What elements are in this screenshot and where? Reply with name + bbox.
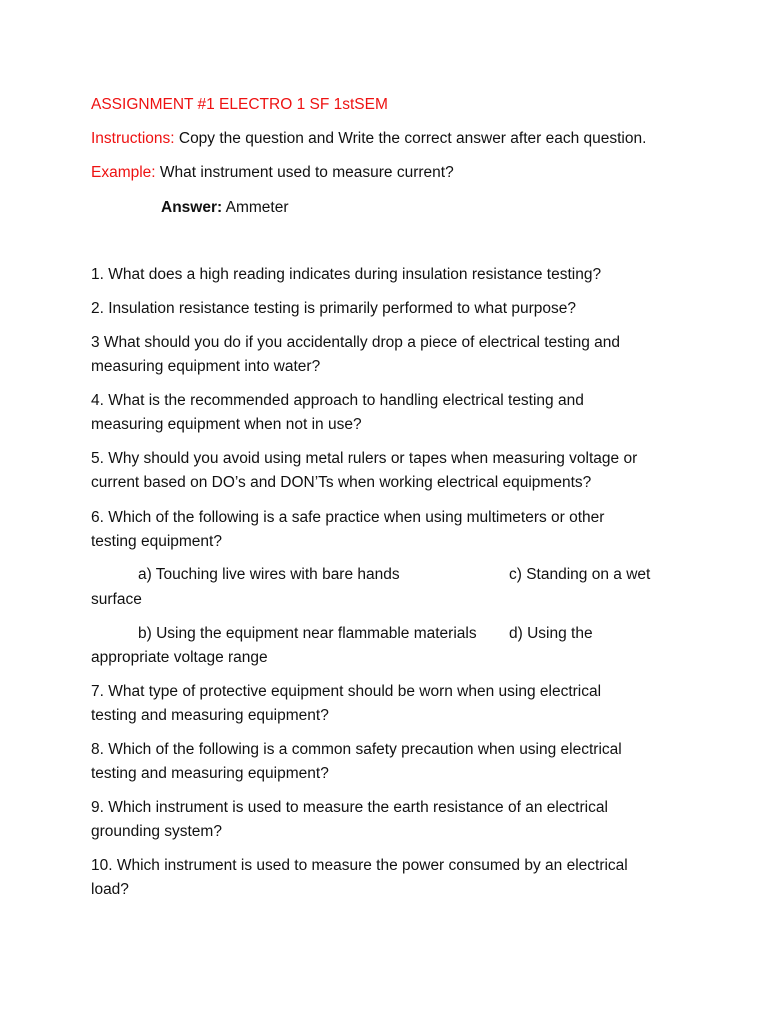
- choice-b: b) Using the equipment near flammable materials: [138, 625, 477, 642]
- question-2: 2. Insulation resistance testing is primarily performed to what purpose?: [91, 300, 577, 317]
- answer-text: Ammeter: [222, 199, 289, 216]
- question-line: measuring equipment into water?: [91, 358, 321, 375]
- example-label: Example:: [91, 164, 156, 181]
- question-line: 8. Which of the following is a common safety precaution when using electrical: [91, 741, 622, 758]
- choice-a: a) Touching live wires with bare hands: [138, 566, 400, 583]
- question-line: measuring equipment when not in use?: [91, 416, 362, 433]
- question-9: [91, 796, 691, 844]
- question-line: testing equipment?: [91, 533, 222, 550]
- question-line: testing and measuring equipment?: [91, 765, 329, 782]
- question-line: 5. Why should you avoid using metal rulers or tapes when measuring voltage or: [91, 450, 638, 467]
- question-line: 7. What type of protective equipment should be worn when using electrical: [91, 683, 602, 700]
- example-text: What instrument used to measure current?: [155, 164, 454, 181]
- answer-label: Answer:: [161, 199, 223, 216]
- question-line: 4. What is the recommended approach to handling electrical testing and: [91, 392, 584, 409]
- question-line: current based on DO’s and DON’Ts when working electrical equipments?: [91, 474, 592, 491]
- question-line: testing and measuring equipment?: [91, 707, 329, 724]
- question-line: 10. Which instrument is used to measure the power consumed by an electrical: [91, 857, 628, 874]
- question-line: 3 What should you do if you accidentally drop a piece of electrical testing and: [91, 334, 621, 351]
- question-8: [91, 738, 691, 786]
- instructions-line: [91, 129, 646, 149]
- question-line: load?: [91, 881, 129, 898]
- choice-c: c) Standing on a wet: [509, 566, 651, 583]
- choice-d: d) Using the: [509, 625, 593, 642]
- choice-c-continued: surface: [91, 591, 142, 608]
- question-10: [91, 854, 691, 902]
- question-4: [91, 389, 691, 437]
- instructions-label: Instructions:: [91, 130, 175, 147]
- question-5: [91, 447, 691, 495]
- question-line: grounding system?: [91, 823, 222, 840]
- choice-d-continued: appropriate voltage range: [91, 649, 268, 666]
- assignment-title: ASSIGNMENT #1 ELECTRO 1 SF 1stSEM: [91, 96, 388, 113]
- question-6: [91, 506, 691, 554]
- question-line: 9. Which instrument is used to measure the earth resistance of an electrical: [91, 799, 608, 816]
- example-line: [91, 163, 454, 183]
- question-line: 6. Which of the following is a safe practice when using multimeters or other: [91, 509, 605, 526]
- question-1: 1. What does a high reading indicates during insulation resistance testing?: [91, 266, 602, 283]
- question-7: [91, 680, 691, 728]
- instructions-text: Copy the question and Write the correct answer after each question.: [174, 130, 647, 147]
- question-3: [91, 331, 691, 379]
- answer-line: [161, 198, 288, 218]
